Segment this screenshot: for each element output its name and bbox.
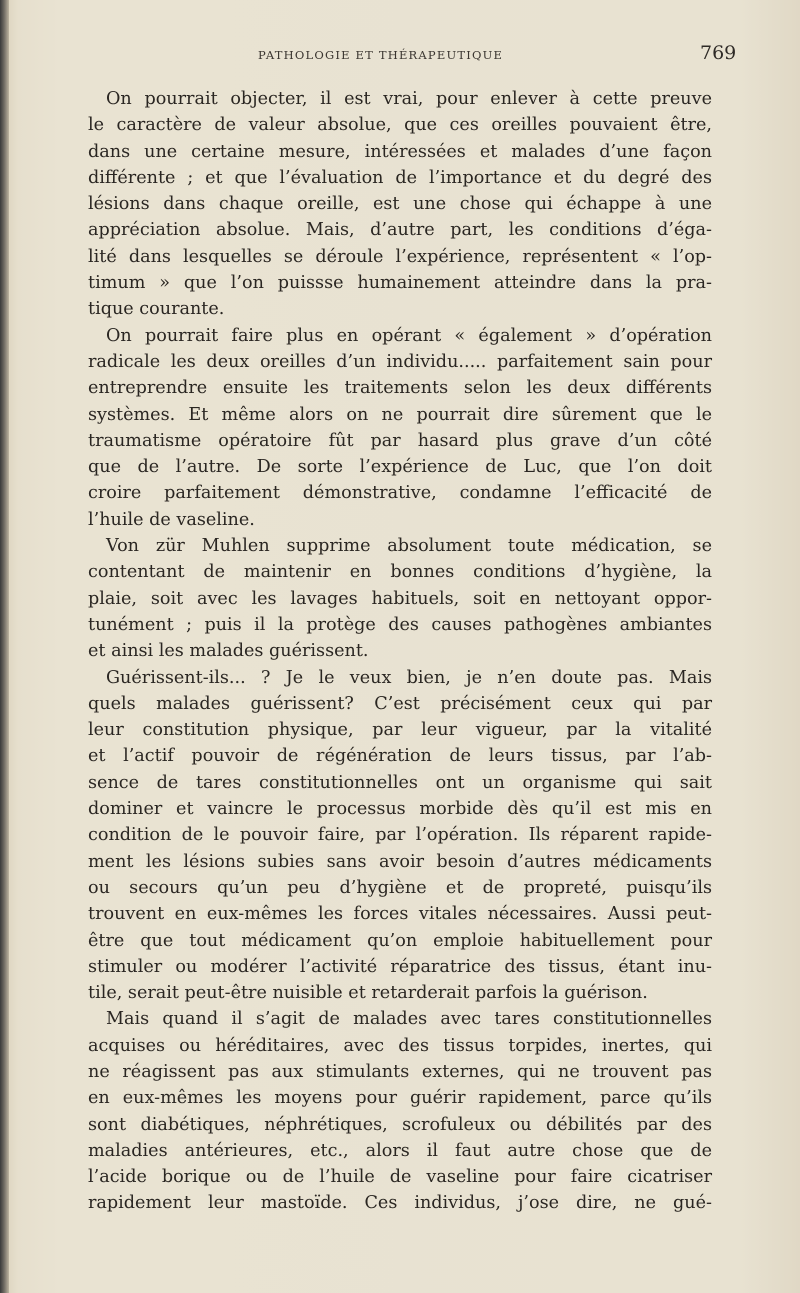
text-line: l’acide borique ou de l’huile de vaseline pour faire cicatriser	[88, 1167, 712, 1188]
text-line: plaie, soit avec les lavages habituels, soit en nettoyant oppor-	[88, 588, 712, 609]
text-line: être que tout médicament qu’on emploie habituellement pour	[88, 930, 712, 951]
text-line: systèmes. Et même alors on ne pourrait dire sûrement que le	[88, 404, 712, 425]
body-text	[88, 86, 712, 1217]
text-line: le caractère de valeur absolue, que ces oreilles pouvaient être,	[88, 115, 712, 136]
text-line: tunément ; puis il la protège des causes pathogènes ambiantes	[88, 614, 712, 635]
text-line: sont diabétiques, néphrétiques, scrofuleux ou débilités par des	[88, 1114, 712, 1135]
text-line: ne réagissent pas aux stimulants externes, qui ne trouvent pas	[88, 1061, 712, 1082]
text-line: dans une certaine mesure, intéressées et malades d’une façon	[88, 141, 712, 162]
text-line: acquises ou héréditaires, avec des tissus torpides, inertes, qui	[88, 1035, 712, 1056]
text-line: entreprendre ensuite les traitements selon les deux différents	[88, 378, 712, 399]
text-line: traumatisme opératoire fût par hasard plus grave d’un côté	[88, 430, 712, 451]
text-line: tique courante.	[88, 299, 225, 320]
text-line: l’huile de vaseline.	[88, 509, 255, 530]
text-line: quels malades guérissent? C’est précisément ceux qui par	[88, 693, 712, 714]
text-line: timum » que l’on puissse humainement atteindre dans la pra-	[88, 273, 712, 294]
running-title: PATHOLOGIE ET THÉRAPEUTIQUE	[258, 48, 504, 62]
text-line: contentant de maintenir en bonnes conditions d’hygiène, la	[88, 562, 712, 583]
text-line: en eux-mêmes les moyens pour guérir rapidement, parce qu’ils	[88, 1088, 712, 1109]
text-line: maladies antérieures, etc., alors il faut autre chose que de	[88, 1140, 712, 1161]
text-line: Mais quand il s’agit de malades avec tares constitutionnelles	[106, 1009, 712, 1030]
text-line: stimuler ou modérer l’activité réparatrice des tissus, étant inu-	[88, 956, 712, 977]
text-line: rapidement leur mastoïde. Ces individus, j’ose dire, ne gué-	[88, 1193, 712, 1214]
text-line: ment les lésions subies sans avoir besoin d’autres médicaments	[88, 851, 712, 872]
text-line: On pourrait objecter, il est vrai, pour enlever à cette preuve	[106, 89, 712, 109]
text-line: radicale les deux oreilles d’un individu..... parfaitement sain pour	[88, 351, 712, 372]
text-line: leur constitution physique, par leur vigueur, par la vitalité	[88, 720, 712, 741]
text-line: sence de tares constitutionnelles ont un organisme qui sait	[88, 772, 712, 793]
text-line: Von zür Muhlen supprime absolument toute médication, se	[106, 536, 712, 557]
page-gutter-edge	[0, 0, 9, 1293]
text-line: lité dans lesquelles se déroule l’expérience, représentent « l’op-	[88, 246, 712, 267]
text-line: et ainsi les malades guérissent.	[88, 641, 369, 662]
text-line: tile, serait peut-être nuisible et retarderait parfois la guérison.	[88, 983, 648, 1004]
text-line: trouvent en eux-mêmes les forces vitales nécessaires. Aussi peut-	[88, 904, 712, 925]
text-line: différente ; et que l’évaluation de l’importance et du degré des	[88, 167, 712, 188]
text-line: On pourrait faire plus en opérant « également » d’opération	[106, 325, 712, 346]
text-line: condition de le pouvoir faire, par l’opération. Ils réparent rapide-	[88, 825, 712, 846]
text-line: ou secours qu’un peu d’hygiène et de propreté, puisqu’ils	[88, 877, 712, 898]
text-line: lésions dans chaque oreille, est une chose qui échappe à une	[88, 194, 712, 215]
text-line: croire parfaitement démonstrative, condamne l’efficacité de	[88, 483, 712, 504]
page-number: 769	[700, 42, 737, 64]
text-line: et l’actif pouvoir de régénération de leurs tissus, par l’ab-	[88, 746, 712, 767]
text-line: Guérissent-ils... ? Je le veux bien, je n’en doute pas. Mais	[106, 667, 712, 688]
page-header	[0, 42, 800, 70]
text-line: appréciation absolue. Mais, d’autre part, les conditions d’éga-	[88, 220, 712, 241]
text-line: dominer et vaincre le processus morbide dès qu’il est mis en	[88, 799, 712, 820]
text-line: que de l’autre. De sorte l’expérience de Luc, que l’on doit	[88, 457, 712, 478]
